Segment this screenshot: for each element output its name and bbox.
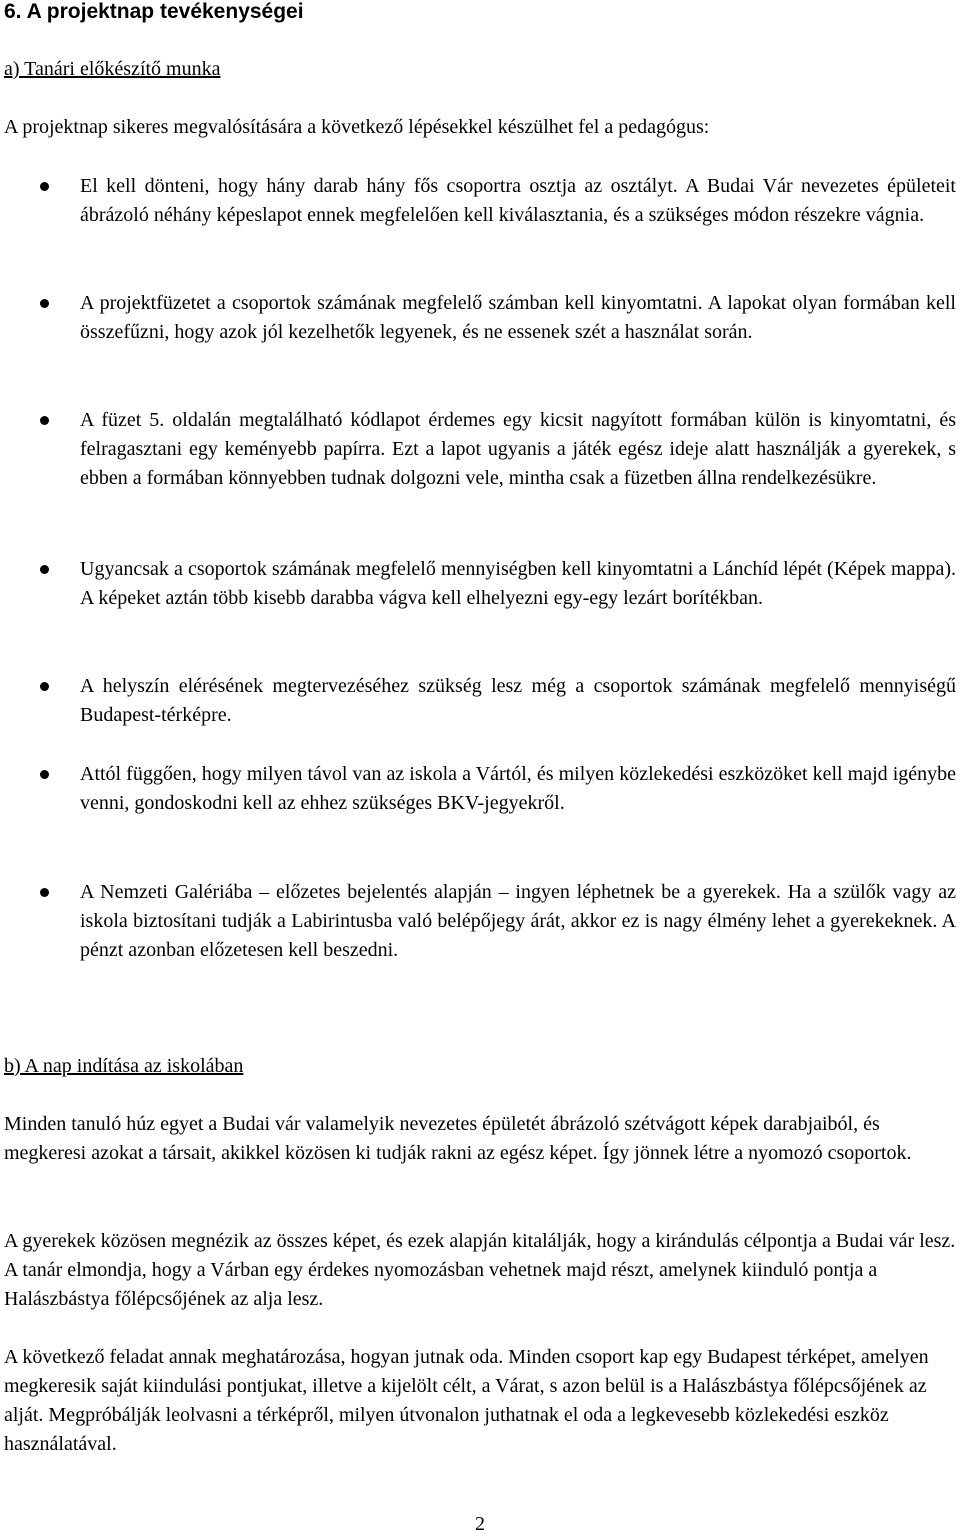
paragraph: A gyerekek közösen megnézik az összes képet, és ezek alapján kitalálják, hogy a kirándulás célpontja a Budai vár lesz. A tanár elmondja, hogy a Várban egy érdekes nyomozásban vehetnek majd részt, amelynek kiinduló pontja a Halászbástya főlépcsőjének az alja lesz. [4, 1230, 956, 1310]
list-item-text: Attól függően, hogy milyen távol van az iskola a Vártól, és milyen közlekedési eszközöket kell majd igénybe venni, gondoskodni kell az ehhez szükséges BKV-jegyekről. [80, 763, 956, 814]
list-item-text: A füzet 5. oldalán megtalálható kódlapot érdemes egy kicsit nagyított formában külön is kinyomtatni, és felragasztani egy keményebb papírra. Ezt a lapot ugyanis a játék egész ideje alatt használják a gyerekek, s ebben a formában könnyebben tudnak dolgozni vele, mintha csak a füzetben állna rendelkezésükre. [80, 409, 956, 489]
paragraph: Minden tanuló húz egyet a Budai vár valamelyik nevezetes épületét ábrázoló szétvágott képek darabjaiból, és megkeresi azokat a társait, akikkel közösen ki tudják rakni az egész képet. Így jönnek létre a nyomozó csoportok. [4, 1113, 912, 1164]
bullet-icon [40, 416, 49, 425]
bullet-icon [40, 299, 49, 308]
intro-paragraph: A projektnap sikeres megvalósítására a következő lépésekkel készülhet fel a pedagógus: [4, 116, 710, 138]
bullet-icon [40, 565, 49, 574]
bullet-icon [40, 182, 49, 191]
bullet-icon [40, 682, 49, 691]
list-item-text: El kell dönteni, hogy hány darab hány fős csoportra osztja az osztályt. A Budai Vár nevezetes épületeit ábrázoló néhány képeslapot ennek megfelelően kell kiválasztania, és a szükséges módon részekre vágnia. [80, 175, 956, 226]
list-item-text: Ugyancsak a csoportok számának megfelelő mennyiségben kell kinyomtatni a Lánchíd lépét (Képek mappa). A képeket aztán több kisebb darabba vágva kell elhelyezni egy-egy lezárt borítékban. [80, 558, 956, 609]
list-item-text: A Nemzeti Galériába – előzetes bejelentés alapján – ingyen léphetnek be a gyerekek. Ha a szülők vagy az iskola biztosítani tudják a Labirintusba való belépőjegy árát, akkor ez is nagy élmény lehet a gyerekeknek. A pénzt azonban előzetesen kell beszedni. [80, 881, 956, 961]
page-number: 2 [475, 1513, 485, 1535]
subsection-title-a: a) Tanári előkészítő munka [4, 58, 221, 80]
section-heading: 6. A projektnap tevékenységei [4, 0, 304, 23]
paragraph: A következő feladat annak meghatározása, hogyan jutnak oda. Minden csoport kap egy Budapest térképet, amelyen megkeresik saját kiindulási pontjukat, illetve a kijelölt célt, a Várat, s azon belül is a Halászbástya főlépcsőjének az alját. Megpróbálják leolvasni a térképről, milyen útvonalon juthatnak el oda a legkevesebb közlekedési eszköz használatával. [4, 1346, 929, 1455]
bullet-icon [40, 888, 49, 897]
list-item-text: A projektfüzetet a csoportok számának megfelelő számban kell kinyomtatni. A lapokat olyan formában kell összefűzni, hogy azok jól kezelhetők legyenek, és ne essenek szét a használat során. [80, 292, 956, 343]
bullet-icon [40, 770, 49, 779]
subsection-title-b: b) A nap indítása az iskolában [4, 1055, 244, 1077]
list-item-text: A helyszín elérésének megtervezéséhez szükség lesz még a csoportok számának megfelelő mennyiségű Budapest-térképre. [80, 675, 956, 726]
